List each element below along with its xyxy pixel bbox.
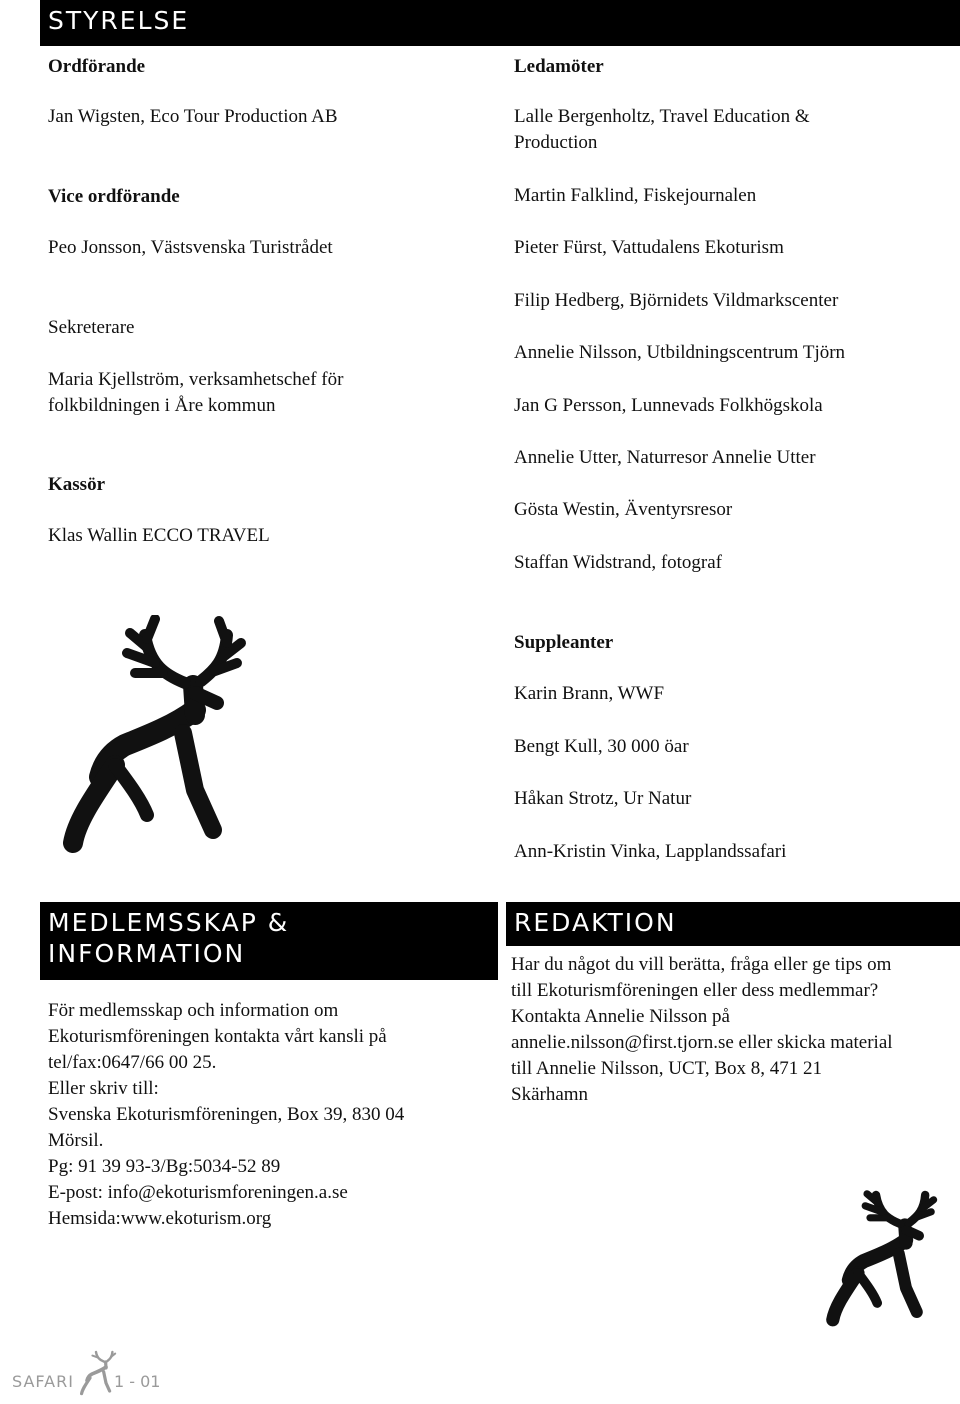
editorial-line: annelie.nilsson@first.tjorn.se eller skicka material	[511, 1032, 893, 1053]
reindeer-icon	[55, 615, 255, 855]
secretary-line-2: folkbildningen i Åre kommun	[48, 395, 276, 416]
membership-line: Eller skriv till:	[48, 1078, 159, 1099]
treasurer-name: Klas Wallin ECCO TRAVEL	[48, 525, 270, 546]
officers-column	[48, 0, 488, 560]
membership-line: Hemsida:www.ekoturism.org	[48, 1208, 272, 1229]
footer-brand: SAFARI	[12, 1372, 74, 1391]
role-secretary: Sekreterare	[48, 317, 135, 338]
reindeer-small-icon	[822, 1160, 942, 1350]
footer-reindeer-icon	[78, 1348, 118, 1396]
member-item: Jan G Persson, Lunnevads Folkhögskola	[514, 395, 823, 416]
member-item: Filip Hedberg, Björnidets Vildmarkscenter	[514, 290, 839, 311]
editorial-header	[506, 902, 960, 946]
role-treasurer: Kassör	[48, 474, 105, 495]
editorial-line: Skärhamn	[511, 1084, 589, 1105]
member-item: Lalle Bergenholtz, Travel Education &	[514, 106, 810, 127]
membership-body	[48, 998, 498, 1232]
membership-title-line-1: MEDLEMSSKAP &	[48, 908, 290, 937]
membership-line: Ekoturismföreningen kontakta vårt kansli på	[48, 1026, 387, 1047]
editorial-line: till Annelie Nilsson, UCT, Box 8, 471 21	[511, 1058, 823, 1079]
styrelse-title: STYRELSE	[48, 6, 190, 35]
members-column	[514, 0, 960, 880]
member-item: Martin Falklind, Fiskejournalen	[514, 185, 757, 206]
membership-line: Pg: 91 39 93-3/Bg:5034-52 89	[48, 1156, 281, 1177]
deputy-item: Bengt Kull, 30 000 öar	[514, 736, 689, 757]
deputy-item: Karin Brann, WWF	[514, 683, 665, 704]
editorial-title: REDAKTION	[514, 908, 677, 937]
member-item-cont: Production	[514, 132, 598, 153]
editorial-line: till Ekoturismföreningen eller dess medlemmar?	[511, 980, 879, 1001]
editorial-body	[511, 952, 960, 1108]
member-item: Annelie Utter, Naturresor Annelie Utter	[514, 447, 816, 468]
member-item: Annelie Nilsson, Utbildningscentrum Tjörn	[514, 342, 846, 363]
member-item: Staffan Widstrand, fotograf	[514, 552, 723, 573]
role-vice-chair: Vice ordförande	[48, 186, 180, 207]
vice-chair-name: Peo Jonsson, Västsvenska Turistrådet	[48, 237, 333, 258]
membership-line: Svenska Ekoturismföreningen, Box 39, 830 04	[48, 1104, 405, 1125]
membership-line: E-post: info@ekoturismforeningen.a.se	[48, 1182, 348, 1203]
membership-line: tel/fax:0647/66 00 25.	[48, 1052, 217, 1073]
membership-title-line-2: INFORMATION	[48, 939, 246, 968]
member-item: Pieter Fürst, Vattudalens Ekoturism	[514, 237, 784, 258]
deputy-item: Håkan Strotz, Ur Natur	[514, 788, 692, 809]
editorial-line: Har du något du vill berätta, fråga eller ge tips om	[511, 954, 892, 975]
editorial-line: Kontakta Annelie Nilsson på	[511, 1006, 730, 1027]
ledamoter-heading: Ledamöter	[514, 56, 604, 77]
suppleanter-heading: Suppleanter	[514, 632, 614, 653]
role-chair: Ordförande	[48, 56, 146, 77]
footer-page-number: 1 - 01	[114, 1372, 161, 1391]
chair-name: Jan Wigsten, Eco Tour Production AB	[48, 106, 338, 127]
membership-line: För medlemsskap och information om	[48, 1000, 339, 1021]
member-item: Gösta Westin, Äventyrsresor	[514, 499, 733, 520]
membership-line: Mörsil.	[48, 1130, 104, 1151]
secretary-line-1: Maria Kjellström, verksamhetschef för	[48, 369, 344, 390]
footer	[12, 1348, 172, 1398]
membership-header	[40, 902, 498, 980]
deputy-item: Ann-Kristin Vinka, Lapplandssafari	[514, 841, 787, 862]
